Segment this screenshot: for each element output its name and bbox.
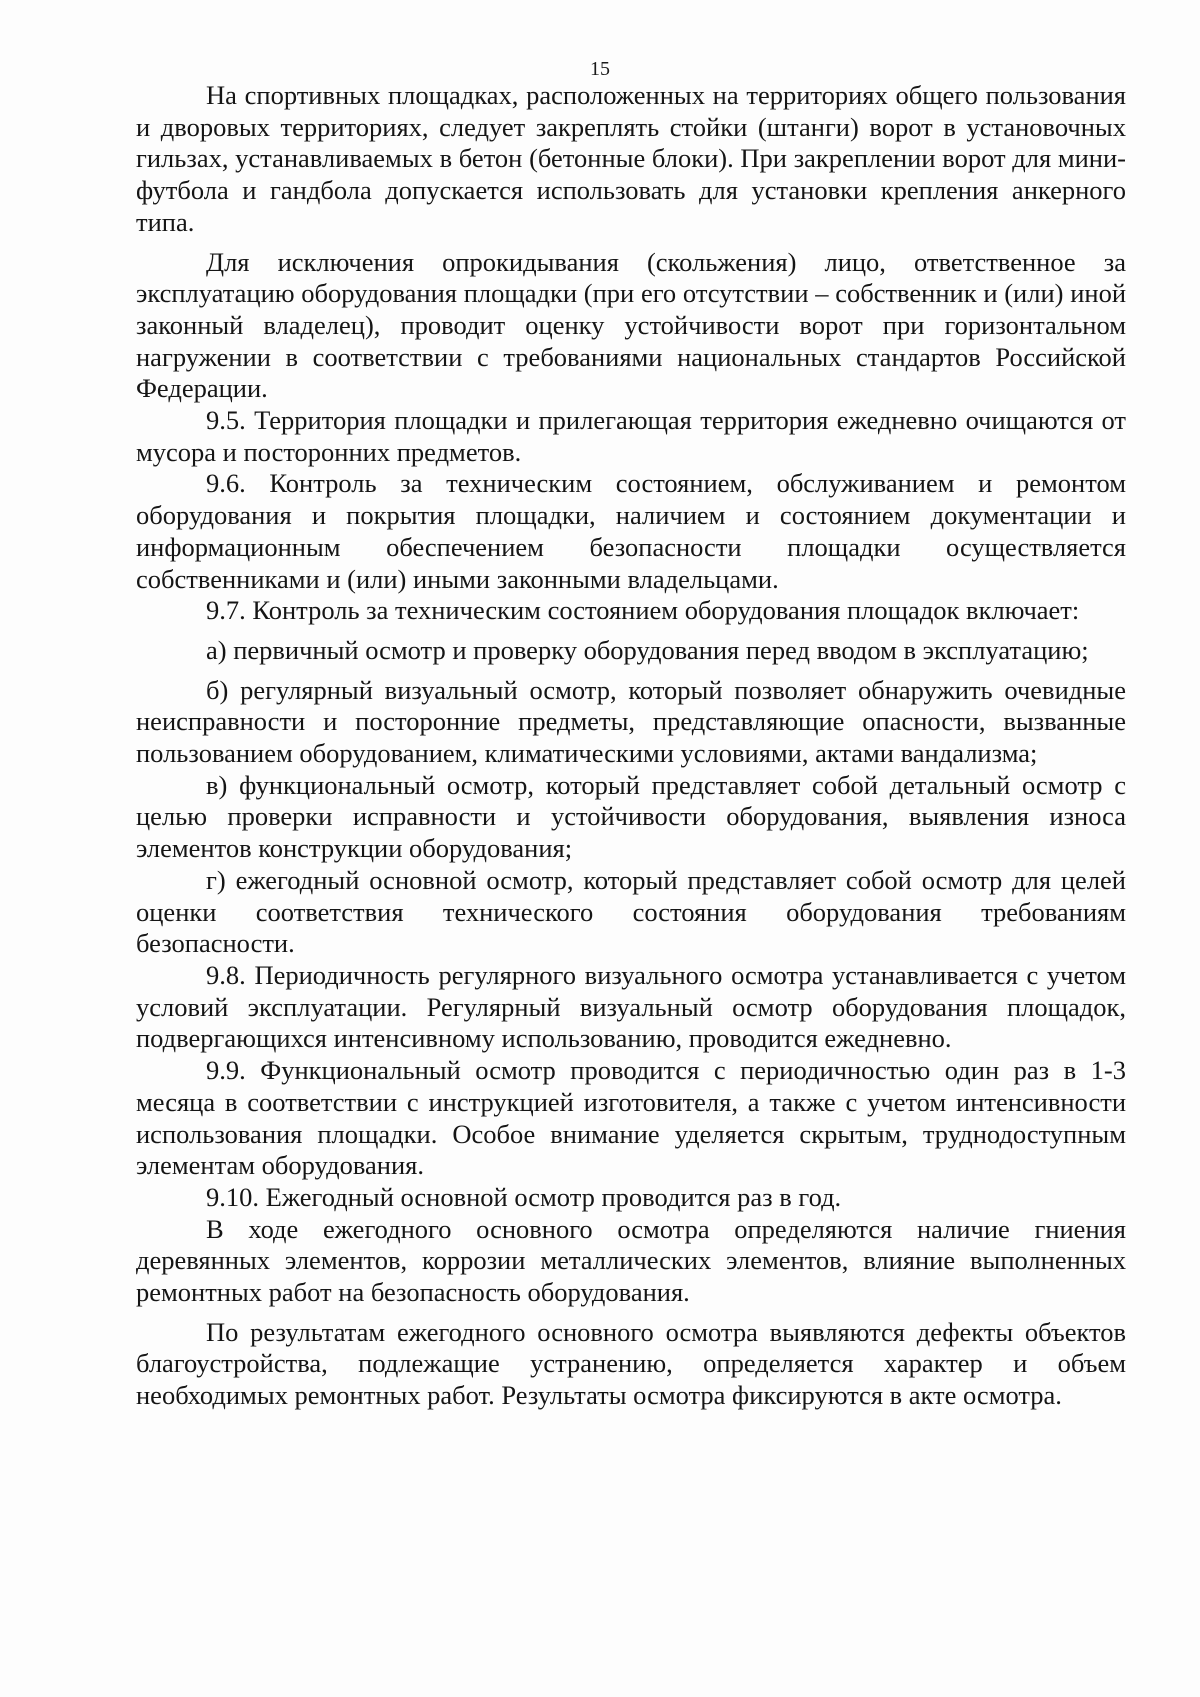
document-body	[136, 80, 1126, 1412]
paragraph-9-5: 9.5. Территория площадки и прилегающая территория ежедневно очищаются от мусора и посторонних предметов.	[136, 405, 1126, 467]
list-item-a: а) первичный осмотр и проверку оборудования перед вводом в эксплуатацию;	[206, 634, 1089, 665]
list-item-b: б) регулярный визуальный осмотр, который позволяет обнаружить очевидные неисправности и посторонние предметы, представляющие опасности, вызванные пользованием оборудованием, климатическими условиями, актами вандализма;	[136, 674, 1126, 769]
list-item-v: в) функциональный осмотр, который представляет собой детальный осмотр с целью проверки исправности и устойчивости оборудования, выявления износа элементов конструкции оборудования;	[136, 769, 1126, 864]
paragraph-9-6: 9.6. Контроль за техническим состоянием, обслуживанием и ремонтом оборудования и покрытия площадки, наличием и состоянием документации и информационным обеспечением безопасности площадки осуществляется собственниками и (или) иными законными владельцами.	[136, 468, 1126, 594]
paragraph-annual-inspection: В ходе ежегодного основного осмотра определяются наличие гниения деревянных элементов, коррозии металлических элементов, влияние выполненных ремонтных работ на безопасность оборудования.	[136, 1213, 1126, 1308]
paragraph-stability-assessment: Для исключения опрокидывания (скольжения) лицо, ответственное за эксплуатацию оборудования площадки (при его отсутствии – собственник и (или) иной законный владелец), проводит оценку устойчивости ворот при горизонтальном нагружении в соответствии с требованиями национальных стандартов Российской Федерации.	[136, 246, 1126, 404]
paragraph-goal-post-fixing: На спортивных площадках, расположенных на территориях общего пользования и дворовых территориях, следует закреплять стойки (штанги) ворот в установочных гильзах, устанавливаемых в бетон (бетонные блоки). При закреплении ворот для мини-футбола и гандбола допускается использовать для установки крепления анкерного типа.	[136, 80, 1126, 237]
paragraph-9-9: 9.9. Функциональный осмотр проводится с периодичностью один раз в 1-3 месяца в соответствии с инструкцией изготовителя, а также с учетом интенсивности использования площадки. Особое внимание уделяется скрытым, труднодоступным элементам оборудования.	[136, 1055, 1126, 1181]
paragraph-9-7: 9.7. Контроль за техническим состоянием оборудования площадок включает:	[206, 595, 1080, 626]
paragraph-inspection-results: По результатам ежегодного основного осмотра выявляются дефекты объектов благоустройства, подлежащие устранению, определяется характер и объем необходимых ремонтных работ. Результаты осмотра фиксируются в акте осмотра.	[136, 1316, 1126, 1411]
paragraph-9-8: 9.8. Периодичность регулярного визуального осмотра устанавливается с учетом условий эксплуатации. Регулярный визуальный осмотр оборудования площадок, подвергающихся интенсивному использованию, проводится ежедневно.	[136, 959, 1126, 1054]
paragraph-9-10: 9.10. Ежегодный основной осмотр проводится раз в год.	[206, 1181, 842, 1212]
page-number: 15	[590, 58, 610, 80]
list-item-g: г) ежегодный основной осмотр, который представляет собой осмотр для целей оценки соответствия технического состояния оборудования требованиям безопасности.	[136, 864, 1126, 959]
